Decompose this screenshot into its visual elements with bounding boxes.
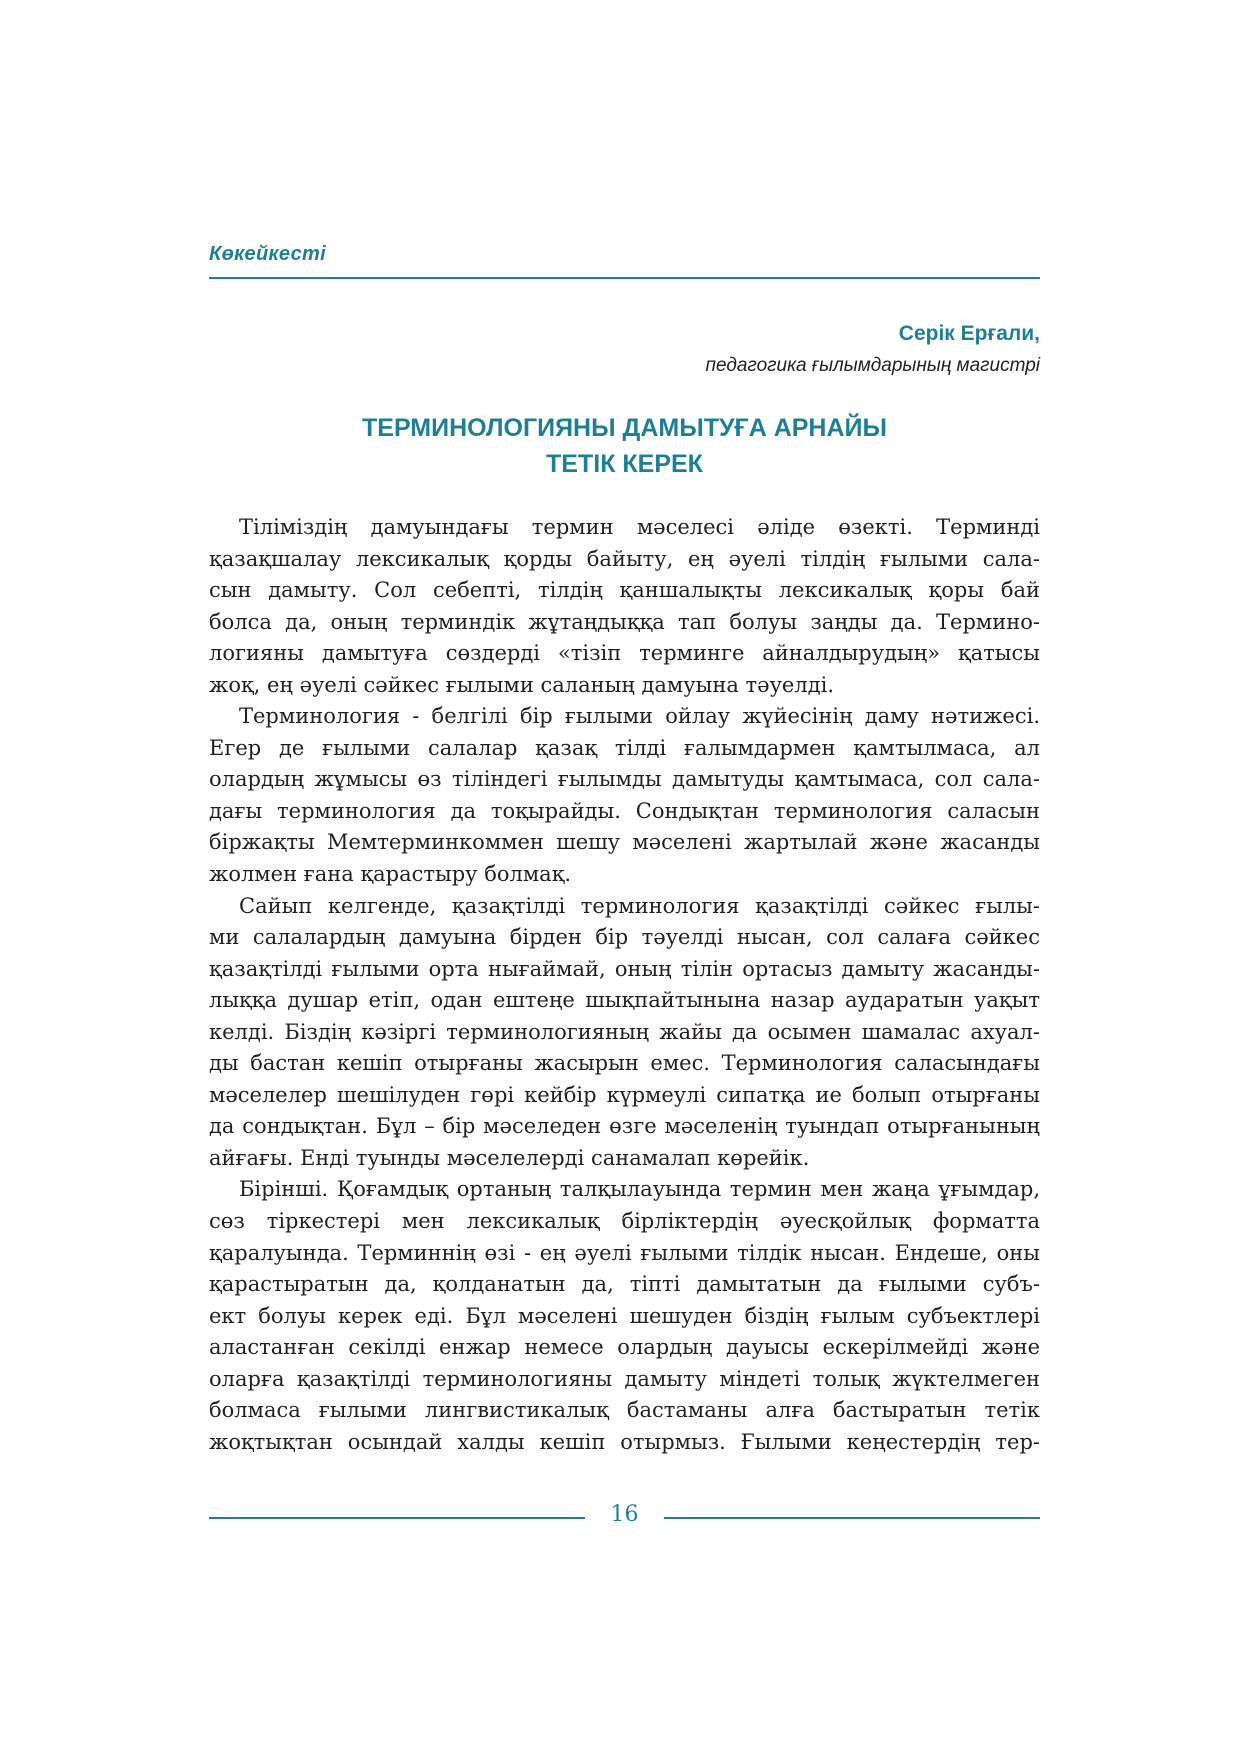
body-line: оларға қазақтілді терминологияны дамыту міндеті толық жүктелмеген (209, 1366, 1040, 1391)
body-line: болмаса ғылыми лингвистикалық бастаманы алға бастыратын тетік (209, 1398, 1040, 1423)
body-line: қаралуында. Терминнің өзі - ең әуелі ғылыми тілдік нысан. Ендеше, оны (209, 1240, 1040, 1265)
body-line: Егер де ғылыми салалар қазақ тілді ғалымдармен қамтылмаса, ал (209, 735, 1040, 760)
article-title-line-2: ТЕТІК КЕРЕК (546, 450, 703, 478)
body-line: лыққа душар етіп, одан ештеңе шықпайтынына назар аударатын уақыт (209, 988, 1040, 1013)
author-title: педагогика ғылымдарының магистрі (705, 355, 1040, 376)
body-line: жолмен ғана қарастыру болмақ. (209, 862, 572, 887)
body-line: қазақшалау лексикалық қорды байыту, ең әуелі тілдің ғылыми сала- (209, 546, 1040, 571)
body-line: олардың жұмысы өз тіліндегі ғылымды дамытуды қамтымаса, сол сала- (209, 767, 1040, 792)
body-line: Тіліміздің дамуындағы термин мәселесі әліде өзекті. Терминді (239, 515, 1040, 539)
body-line: келді. Біздің кәзіргі терминологияның жайы да осымен шамалас ахуал- (209, 1019, 1040, 1044)
body-line: сөз тіркестері мен лексикалық бірліктердің әуесқойлық форматта (209, 1209, 1040, 1234)
author-block (706, 318, 1040, 382)
page-number: 16 (610, 1502, 639, 1527)
body-line: мәселелер шешілуден гөрі кейбір күрмеулі сипатқа ие болып отырғаны (209, 1082, 1040, 1107)
body-line: ми салалардың дамуына бірден бір тәуелді нысан, сол салаға сәйкес (209, 925, 1040, 950)
body-line: жоқтықтан осындай халды кешіп отырмыз. Ғылыми кеңестердің тер- (209, 1429, 1040, 1454)
body-line: аластанған секілді енжар немесе олардың дауысы ескерілмейді және (209, 1335, 1040, 1360)
running-head: Көкейкесті (209, 243, 326, 265)
body-line: айғағы. Енді туынды мәселелерді санамалап көрейік. (209, 1145, 810, 1170)
body-line: біржақты Мемтерминкоммен шешу мәселені жартылай және жасанды (209, 830, 1040, 855)
body-line: Терминология - белгілі бір ғылыми ойлау жүйесінің даму нәтижесі. (239, 704, 1040, 729)
body-line: қарастыратын да, қолданатын да, тіпті дамытатын да ғылыми субъ- (209, 1272, 1040, 1297)
article-title (209, 410, 1040, 482)
body-line: ект болуы керек еді. Бұл мәселені шешуден біздің ғылым субъектлері (209, 1303, 1040, 1328)
body-line: ды бастан кешіп отырғаны жасырын емес. Терминология саласындағы (209, 1051, 1040, 1076)
body-line: логияны дамытуға сөздерді «тізіп терминге айналдырудың» қатысы (209, 641, 1040, 666)
body-line: жоқ, ең әуелі сәйкес ғылыми саланың дамуына тәуелді. (209, 672, 835, 697)
author-name: Серік Ерғали, (898, 322, 1040, 345)
body-line: болса да, оның терминдік жұтаңдыққа тап болуы заңды да. Термино- (209, 609, 1040, 634)
header-rule (209, 277, 1040, 279)
body-line: қазақтілді ғылыми орта нығаймай, оның тілін ортасыз дамыту жасанды- (209, 956, 1040, 981)
body-line: Сайып келгенде, қазақтілді терминология қазақтілді сәйкес ғылы- (239, 893, 1040, 918)
body-line: да сондықтан. Бұл – бір мәселеден өзге мәселенің туындап отырғанының (209, 1114, 1040, 1139)
article-body (209, 512, 1040, 1458)
body-line: Бірінші. Қоғамдық ортаның талқылауында термин мен жаңа ұғымдар, (239, 1177, 1040, 1202)
footer-rule-right (664, 1517, 1040, 1519)
article-title-line-1: ТЕРМИНОЛОГИЯНЫ ДАМЫТУҒА АРНАЙЫ (362, 414, 887, 442)
footer-rule-left (209, 1517, 585, 1519)
body-line: сын дамыту. Сол себепті, тілдің қаншалықты лексикалық қоры бай (209, 578, 1040, 603)
body-line: дағы терминология да тоқырайды. Сондықтан терминология саласын (209, 798, 1040, 823)
